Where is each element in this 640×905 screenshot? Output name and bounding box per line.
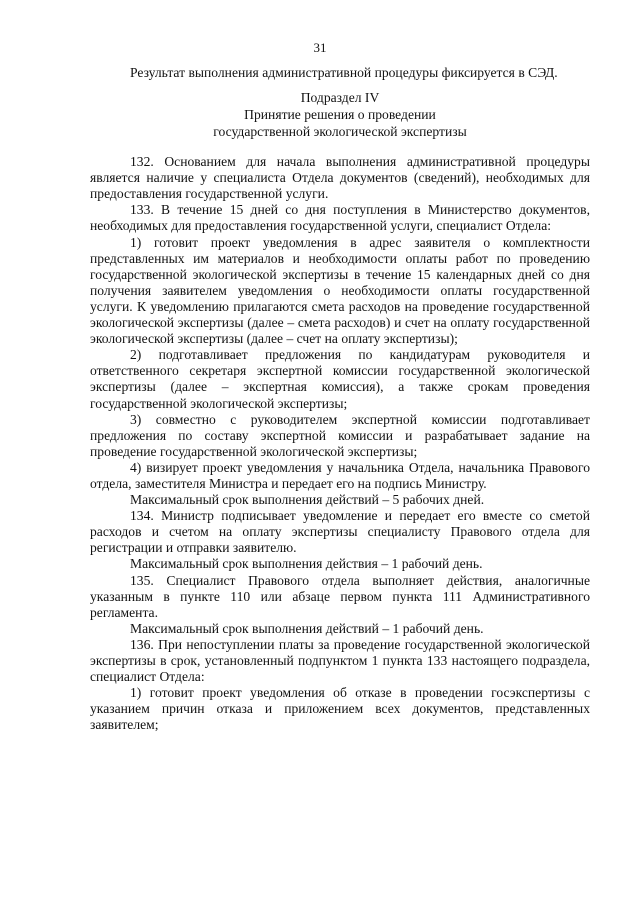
section-heading xyxy=(90,89,590,140)
paragraph-133-item-3: 3) совместно с руководителем экспертной комиссии подготавливает предложения по составу экспертной комиссии и разрабатывает задание на проведение государственной экологической экспертизы; xyxy=(90,411,590,459)
intro-paragraph: Результат выполнения административной процедуры фиксируется в СЭД. xyxy=(130,65,558,80)
paragraph-133-item-1: 1) готовит проект уведомления в адрес заявителя о комплектности представленных им материалов и необходимости оплаты работ по проведению государственной экологической экспертизы в течение 15 календарных дней со дня получения заявителем уведомления о необходимости оплаты государственной услуги. К уведомлению прилагаются смета расходов на проведение государственной экологической экспертизы (далее – смета расходов) и счет на оплату государственной экологической экспертизы (далее – счет на оплату экспертизы); xyxy=(90,234,590,347)
paragraph-136: 136. При непоступлении платы за проведение государственной экологической экспертизы в срок, установленный подпунктом 1 пункта 133 настоящего подраздела, специалист Отдела: xyxy=(90,636,590,685)
max-term-5-days: Максимальный срок выполнения действий – 5 рабочих дней. xyxy=(130,492,485,508)
paragraph-135: 135. Специалист Правового отдела выполняет действия, аналогичные указанным в пункте 110 или абзаце первом пункта 111 Административного регламента. xyxy=(90,572,590,620)
max-term-1-day-b: Максимальный срок выполнения действий – 1 рабочий день. xyxy=(130,620,484,636)
heading-line-1: Подраздел IV xyxy=(300,90,380,106)
paragraph-133: 133. В течение 15 дней со дня поступления в Министерство документов, необходимых для предоставления государственной услуги, специалист Отдела: xyxy=(90,202,590,234)
paragraph-136-item-1: 1) готовит проект уведомления об отказе в проведении госэкспертизы с указанием причин отказа и приложением всех документов, представленных заявителем; xyxy=(90,685,590,733)
paragraph-132: 132. Основанием для начала выполнения административной процедуры является наличие у специалиста Отдела документов (сведений), необходимых для предоставления государственной услуги. xyxy=(90,154,590,202)
heading-line-2: Принятие решения о проведении xyxy=(244,107,436,123)
document-body xyxy=(90,65,590,733)
page-number: 31 xyxy=(313,40,327,55)
paragraph-133-item-4: 4) визирует проект уведомления у начальника Отдела, начальника Правового отдела, заместителя Министра и передает его на подпись Министру. xyxy=(90,459,590,491)
heading-line-3: государственной экологической экспертизы xyxy=(213,124,467,140)
paragraph-133-item-2: 2) подготавливает предложения по кандидатурам руководителя и ответственного секретаря экспертной комиссии государственной экологической экспертизы (далее – экспертная комиссия), а также срокам проведения государственной экологической экспертизы; xyxy=(90,347,590,411)
max-term-1-day-a: Максимальный срок выполнения действия – 1 рабочий день. xyxy=(130,556,483,572)
paragraph-134: 134. Министр подписывает уведомление и передает его вместе со сметой расходов и счетом на оплату экспертизы специалисту Правового отдела для регистрации и отправки заявителю. xyxy=(90,508,590,556)
